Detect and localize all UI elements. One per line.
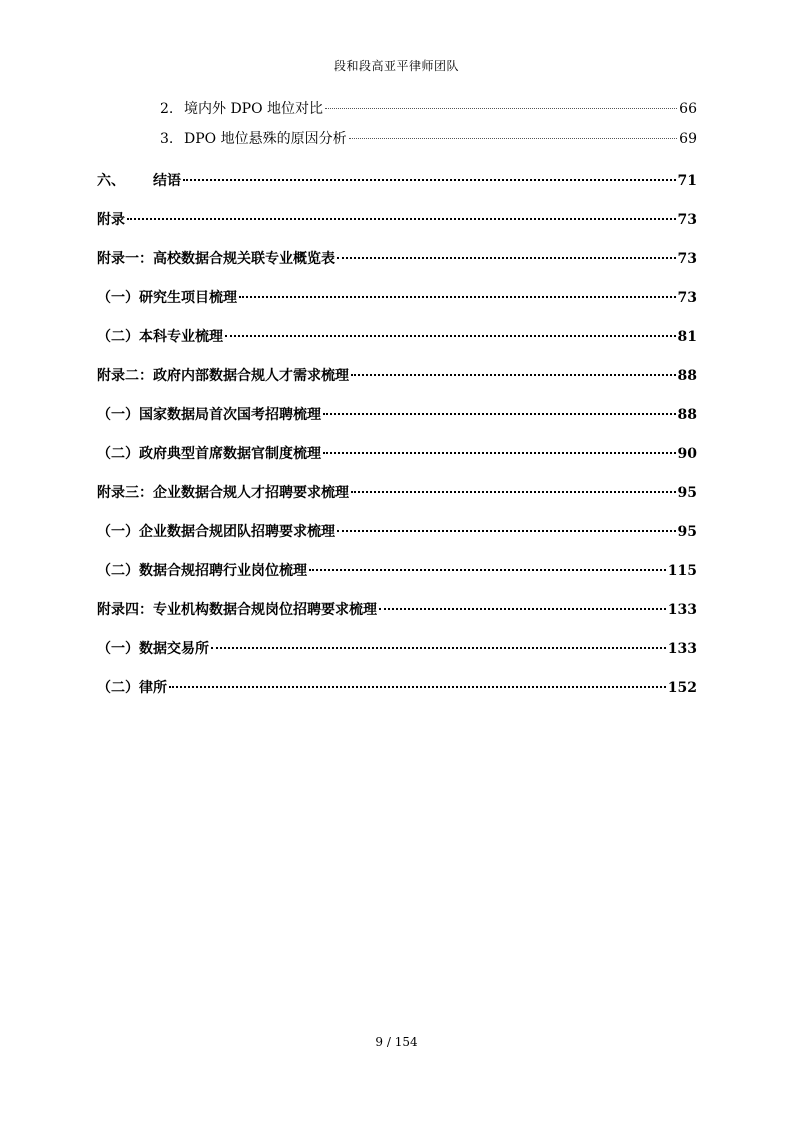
- toc-entry-page: 73: [677, 290, 697, 306]
- toc-entry[interactable]: [97, 170, 697, 192]
- toc-entry[interactable]: [97, 326, 697, 348]
- toc-entry[interactable]: [97, 209, 697, 231]
- toc-entry-number: 3.: [160, 131, 174, 147]
- toc-entry-label: 附录一：高校数据合规关联专业概览表: [97, 251, 335, 267]
- page-number: 9 / 154: [375, 1035, 418, 1049]
- dot-leader: [351, 491, 676, 493]
- toc-entry-page: 69: [679, 131, 697, 147]
- toc-entry-label: （二）本科专业梳理: [97, 329, 223, 345]
- toc-entry-page: 133: [667, 641, 697, 657]
- toc-entry[interactable]: [160, 128, 697, 150]
- dot-leader: [239, 296, 676, 298]
- dot-leader: [351, 374, 676, 376]
- toc-entry[interactable]: [97, 365, 697, 387]
- toc-entry[interactable]: [97, 404, 697, 426]
- toc-entry-page: 95: [677, 485, 697, 501]
- toc-entry-page: 81: [677, 329, 697, 345]
- dot-leader: [183, 179, 676, 181]
- toc-entry-page: 88: [677, 407, 697, 423]
- toc-entry-page: 95: [677, 524, 697, 540]
- toc-entry-page: 90: [677, 446, 697, 462]
- dot-leader: [323, 413, 676, 415]
- toc-entry-label: 附录二：政府内部数据合规人才需求梳理: [97, 368, 349, 384]
- toc-entry-label: （二）数据合规招聘行业岗位梳理: [97, 563, 307, 579]
- toc-entry-number: 2.: [160, 101, 174, 117]
- toc-entry-page: 133: [667, 602, 697, 618]
- toc-entry-label: （二）律所: [97, 680, 167, 696]
- dot-leader: [211, 647, 666, 649]
- toc-entry[interactable]: [97, 287, 697, 309]
- toc-entry-page: 152: [667, 680, 697, 696]
- toc-entry-page: 88: [677, 368, 697, 384]
- toc-entry[interactable]: [97, 443, 697, 465]
- toc-entry[interactable]: [97, 521, 697, 543]
- dot-leader: [323, 452, 676, 454]
- toc-entry[interactable]: [97, 482, 697, 504]
- toc-entry[interactable]: [97, 677, 697, 699]
- toc-entry-label: （一）研究生项目梳理: [97, 290, 237, 306]
- toc-entry-page: 73: [677, 251, 697, 267]
- toc-entry-label: 六、 结语: [97, 170, 181, 190]
- dot-leader: [225, 335, 676, 337]
- toc-entry-page: 71: [677, 173, 697, 189]
- toc-entry-label: （一）国家数据局首次国考招聘梳理: [97, 407, 321, 423]
- toc-entry-page: 73: [677, 212, 697, 228]
- toc-entry[interactable]: [97, 599, 697, 621]
- toc-entry[interactable]: [97, 248, 697, 270]
- toc-entry-label: （一）数据交易所: [97, 641, 209, 657]
- dot-leader: [349, 138, 678, 139]
- dot-leader: [325, 108, 677, 109]
- dot-leader: [169, 686, 666, 688]
- dot-leader: [337, 257, 676, 259]
- toc-entry-number: 六、: [97, 173, 125, 189]
- toc-entry-label: （一）企业数据合规团队招聘要求梳理: [97, 524, 335, 540]
- toc-entry-label: 3. DPO 地位悬殊的原因分析: [160, 131, 347, 147]
- toc-entry[interactable]: [160, 98, 697, 120]
- toc-entry-page: 66: [679, 101, 697, 117]
- toc-entry-label: （二）政府典型首席数据官制度梳理: [97, 446, 321, 462]
- toc-entry-label: 附录四：专业机构数据合规岗位招聘要求梳理: [97, 602, 377, 618]
- toc-entry[interactable]: [97, 638, 697, 660]
- dot-leader: [309, 569, 666, 571]
- toc-entry-label: 附录: [97, 212, 125, 228]
- dot-leader: [337, 530, 676, 532]
- toc-entry[interactable]: [97, 560, 697, 582]
- page-header: 段和段高亚平律师团队: [333, 59, 459, 73]
- toc-entry-label: 2. 境内外 DPO 地位对比: [160, 101, 324, 117]
- dot-leader: [127, 218, 676, 220]
- dot-leader: [379, 608, 666, 610]
- toc-entry-label: 附录三：企业数据合规人才招聘要求梳理: [97, 485, 349, 501]
- toc-entry-page: 115: [667, 563, 697, 579]
